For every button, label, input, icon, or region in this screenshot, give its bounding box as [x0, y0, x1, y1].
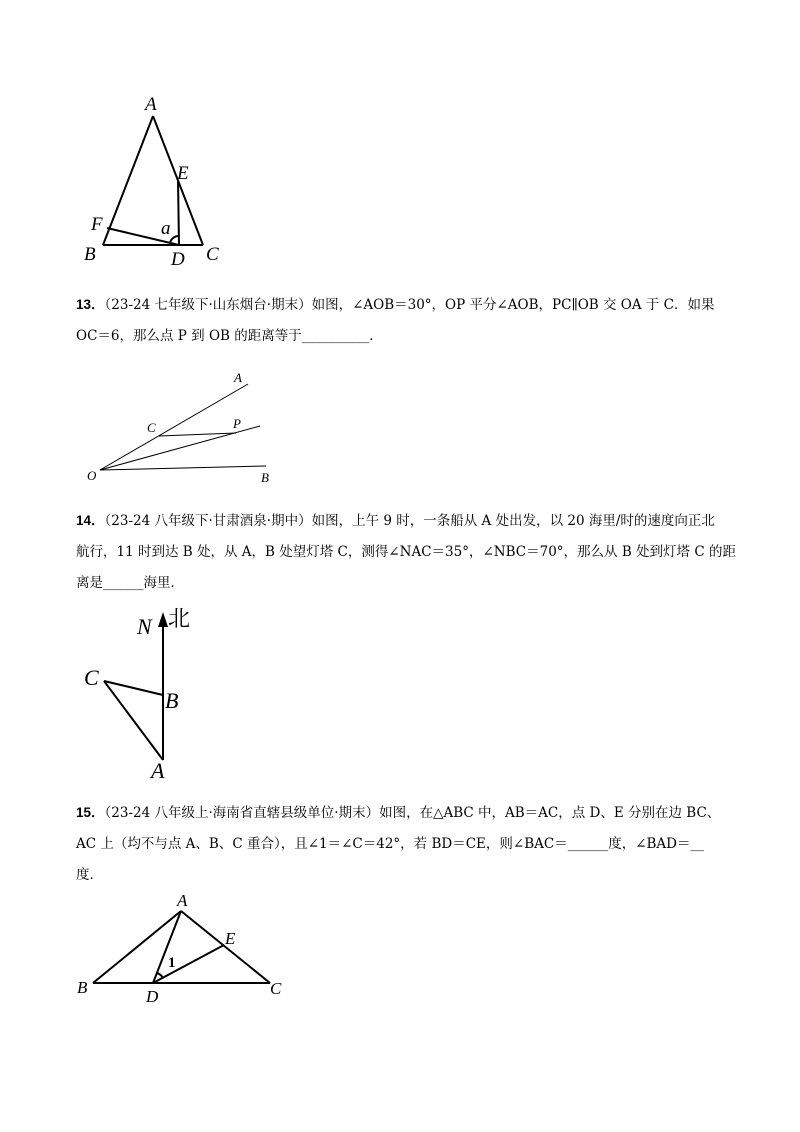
question-13-number: 13．: [76, 297, 105, 312]
label-angle-a: a: [161, 218, 171, 239]
label-c: C: [206, 244, 219, 265]
label-b: B: [84, 244, 96, 265]
label-d: D: [146, 987, 159, 1006]
label-north: 北: [168, 607, 191, 632]
label-c: C: [270, 979, 282, 998]
question-15-text-1: （23-24 八年级上·海南省直辖县级单位·期末）如图，在△ABC 中，AB＝AC，点 D、E 分别在边 BC、: [104, 805, 721, 821]
label-a: A: [234, 370, 242, 385]
label-b: B: [165, 688, 179, 713]
question-13-line-2: OC＝6，那么点 P 到 OB 的距离等于__________．: [76, 328, 383, 344]
label-o: O: [87, 468, 97, 483]
label-a: A: [177, 891, 188, 910]
label-a: A: [145, 94, 157, 115]
label-a: A: [151, 758, 165, 783]
question-15-number: 15．: [76, 805, 105, 820]
question-14-line-3: 离是______海里．: [76, 575, 184, 591]
label-b: B: [77, 978, 88, 997]
question-15-line-2: AC 上（均不与点 A、B、C 重合），且∠1＝∠C＝42°，若 BD＝CE，则∠BAC＝______度，∠BAD＝__: [76, 836, 705, 852]
label-c: C: [147, 420, 156, 435]
label-f: F: [91, 214, 103, 235]
label-b: B: [261, 470, 269, 485]
question-13-text-1: （23-24 七年级下·山东烟台·期末）如图，∠AOB＝30°，OP 平分∠AOB，PC∥OB 交 OA 于 C．如果: [104, 297, 715, 313]
question-14-number: 14．: [76, 513, 105, 528]
angle-1-arc: [157, 973, 163, 978]
label-p: P: [233, 416, 241, 431]
question-15-line-3: 度．: [76, 867, 103, 883]
label-n: N: [137, 614, 152, 639]
label-angle-1: 1: [168, 955, 176, 971]
question-14-line-2: 航行，11 时到达 B 处，从 A，B 处望灯塔 C，测得∠NAC＝35°，∠NBC＝70°，那么从 B 处到灯塔 C 的距: [76, 544, 736, 560]
label-e: E: [177, 163, 189, 184]
label-c: C: [84, 665, 99, 690]
question-14-text-1: （23-24 八年级下·甘肃酒泉·期中）如图，上午 9 时，一条船从 A 处出发，以 20 海里/时的速度向正北: [104, 513, 715, 529]
label-e: E: [225, 929, 236, 948]
label-d: D: [171, 249, 185, 270]
